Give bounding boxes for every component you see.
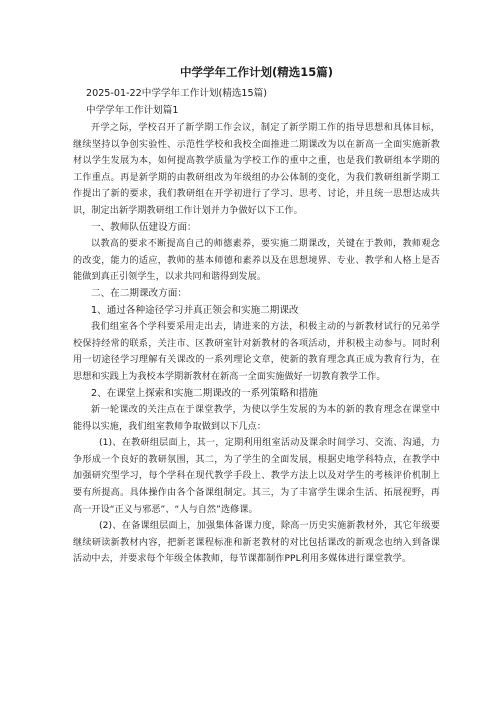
- paragraph: (1)、在教研组层面上，其一，定期利用组室活动及课余时间学习、交流、沟通，力争形成一个良好的教研氛围，其二，为了学生的全面发展，根据史地学科特点，在教学中加强研究型学习，每个学科在现代教学手段上、教学方法上以及对学生的考核评价机制上要有所提高。具体操作由各个备课组制定。其三，为了丰富学生课余生活、拓展视野，再高一开设“正义与邪恶”、“人与自然”选修课。: [73, 438, 440, 515]
- document-title: 中学学年工作计划(精选15篇): [179, 65, 333, 79]
- paragraph: (2)、在备课组层面上，加强集体备课力度，除高一历史实施新教材外，其它年级要继续研读新教材内容，把新老课程标准和新老教材的对比包括课改的新观念也纳入到备课活动中去，并要求每个年级全体教师，每节课都制作PPL利用多媒体进行课堂教学。: [73, 521, 440, 565]
- section-title: 中学学年工作计划篇1: [86, 105, 179, 116]
- section-heading: 一、教师队伍建设方面：: [91, 221, 197, 233]
- section-heading: 1、通过各种途径学习并真正领会和实施二期课改: [91, 304, 299, 316]
- section-heading: 2、在课堂上探索和实施二期课改的一系列策略和措施: [91, 387, 318, 399]
- document-body: [73, 120, 440, 568]
- paragraph: 我们组室各个学科要采用走出去，请进来的方法，积极主动的与新教材试行的兄弟学校保持经常的联系，关注市、区教研室针对新教材的各项活动，并积极主动参与。同时利用一切途径学习理解有关课改的一系列理论文章，使新的教育理念真正成为教育行为，在思想和实践上为我校本学期新教材在新高一全面实施做好一切教育教学工作。: [73, 322, 440, 382]
- section-heading: 二、在二期课改方面：: [91, 287, 187, 299]
- date-line: 2025-01-22中学学年工作计划(精选15篇): [86, 88, 267, 99]
- paragraph: 新一轮课改的关注点在于课堂教学，为使以学生发展的为本的新的教育理念在课堂中能得以实施，我们组室教师争取做到以下几点：: [73, 405, 440, 432]
- paragraph: 开学之际，学校召开了新学期工作会议，制定了新学期工作的指导思想和具体目标，继续坚持以争创实验性、示范性学校和我校全面推进二期课改为以在新高一全面实施新教材以学生发展为本，如何提高教学质量为学校工作的重中之重，也是我们教研组本学期的工作重点。再是新学期的由教研组改为年级组的办公体制的变化，为我们教研组新学期工作提出了新的要求，我们教研组在开学初进行了学习、思考、讨论，并且统一思想达成共识，制定出新学期教研组工作计划并力争做好以下工作。: [73, 123, 440, 216]
- paragraph: 以教高的要求不断提高自己的师德素养，要实施二期课改，关键在于教师，教师观念的改变，能力的适应，教师的基本师德和素养以及在思想境界、专业、教学和人格上是否能做到真正引领学生，以求共同和谐得到发展。: [73, 239, 440, 283]
